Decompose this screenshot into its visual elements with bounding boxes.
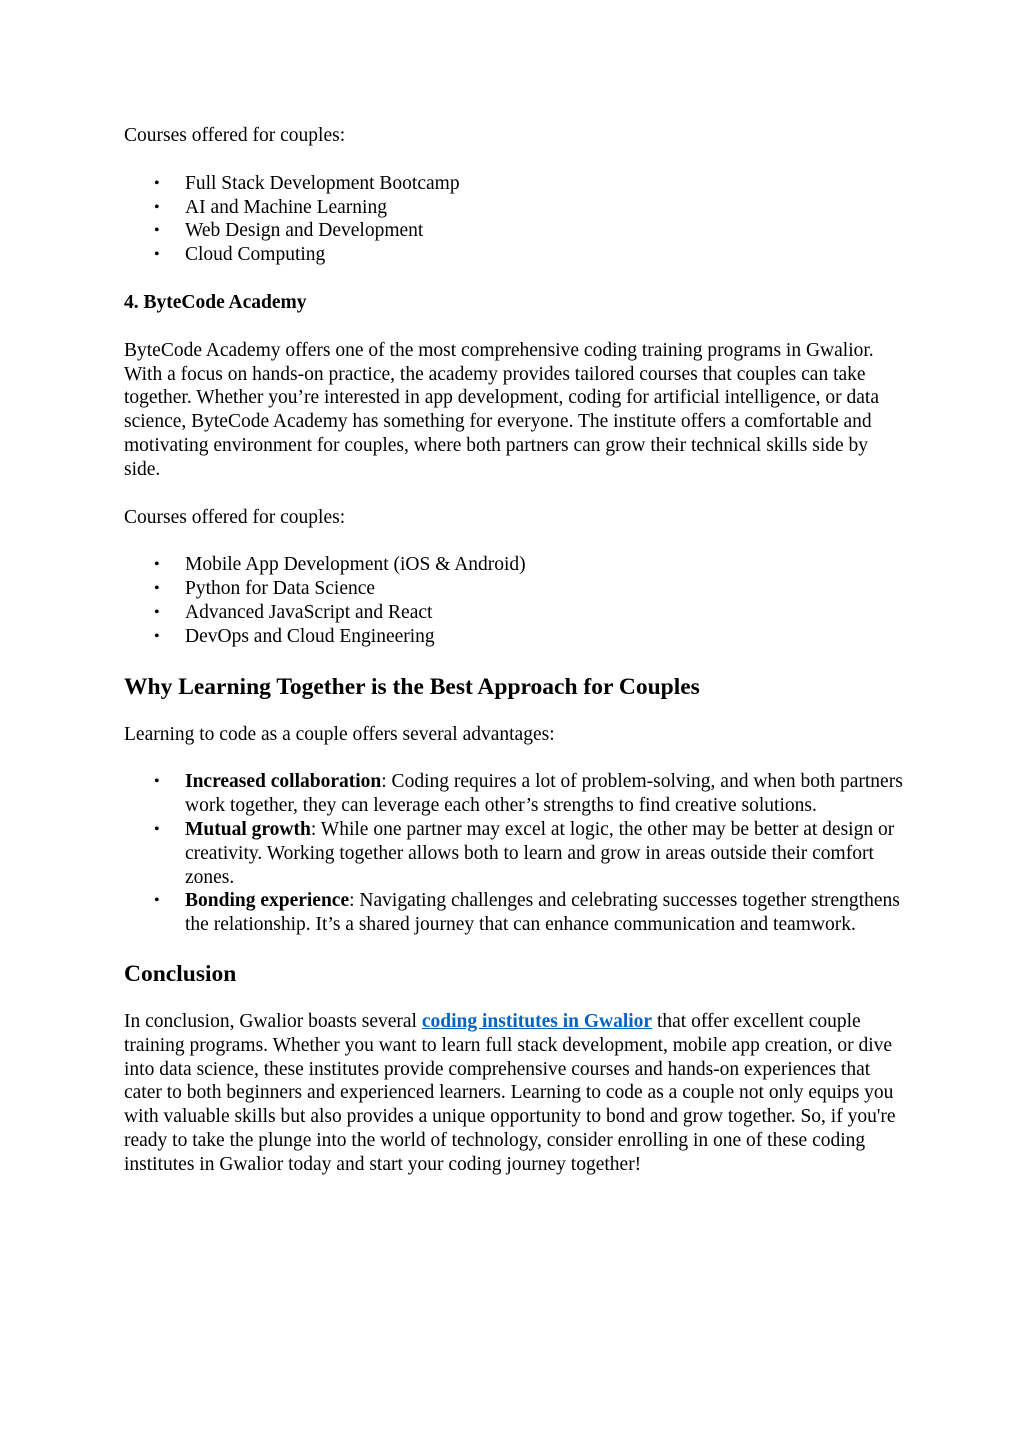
bytecode-paragraph: ByteCode Academy offers one of the most comprehensive coding training programs in Gwalior. With a focus on hands-on practice, the academy provides tailored courses that couples can take together. Whether you’re interested in app development, coding for artificial intelligence, or data science, ByteCode Academy has something for everyone. The institute offers a comfortable and motivating environment for couples, where both partners can grow their technical skills side by side. — [124, 339, 879, 480]
conclusion-text-end: that offer excellent couple training programs. Whether you want to learn full stack development, mobile app creation, or dive into data science, these institutes provide comprehensive courses and hands-on experiences that cater to both beginners and experienced learners. Learning to code as a couple not only equips you with valuable skills but also provides a unique opportunity to bond and grow together. So, if you're ready to take the plunge into the world of technology, consider enrolling in one of these coding institutes in Gwalior today and start your coding journey together! — [124, 1010, 896, 1175]
advantage-term: Mutual growth — [185, 818, 311, 840]
why-heading: Why Learning Together is the Best Approach for Couples — [124, 673, 700, 700]
list-item: • DevOps and Cloud Engineering — [124, 625, 904, 649]
list-item: • Advanced JavaScript and React — [124, 601, 904, 625]
list-item: • Full Stack Development Bootcamp — [124, 172, 904, 196]
coding-institutes-link[interactable]: coding institutes in Gwalior — [421, 1010, 653, 1032]
list-item — [124, 770, 904, 818]
courses-list-2 — [124, 553, 904, 648]
advantage-term: Increased collaboration — [185, 771, 382, 793]
list-item: • Web Design and Development — [124, 219, 904, 243]
list-item — [124, 818, 904, 889]
list-item: • Mobile App Development (iOS & Android) — [124, 553, 904, 577]
advantages-list — [124, 770, 904, 937]
conclusion-text-start: In conclusion, Gwalior boasts several — [124, 1010, 422, 1032]
advantage-text: : While one partner may excel at logic, the other may be better at design or creativity. Working together allows both to learn and grow in areas outside their comfort zones. — [185, 818, 895, 888]
advantage-text: : Coding requires a lot of problem-solving, and when both partners work together, they can leverage each other’s strengths to find creative solutions. — [185, 771, 903, 817]
conclusion-paragraph — [124, 1010, 904, 1177]
why-intro: Learning to code as a couple offers several advantages: — [124, 723, 555, 745]
document-page — [124, 124, 904, 1177]
courses-intro-1: Courses offered for couples: — [124, 125, 346, 146]
courses-list-1 — [124, 172, 904, 267]
advantage-text: : Navigating challenges and celebrating successes together strengthens the relationship. It’s a shared journey that can enhance communication and teamwork. — [185, 890, 900, 936]
bytecode-heading: 4. ByteCode Academy — [124, 291, 307, 313]
list-item — [124, 889, 904, 937]
conclusion-heading: Conclusion — [124, 960, 237, 987]
list-item: • Python for Data Science — [124, 577, 904, 601]
courses-intro-2: Courses offered for couples: — [124, 506, 346, 528]
list-item: • AI and Machine Learning — [124, 196, 904, 220]
list-item: • Cloud Computing — [124, 243, 904, 267]
advantage-term: Bonding experience — [185, 890, 350, 912]
